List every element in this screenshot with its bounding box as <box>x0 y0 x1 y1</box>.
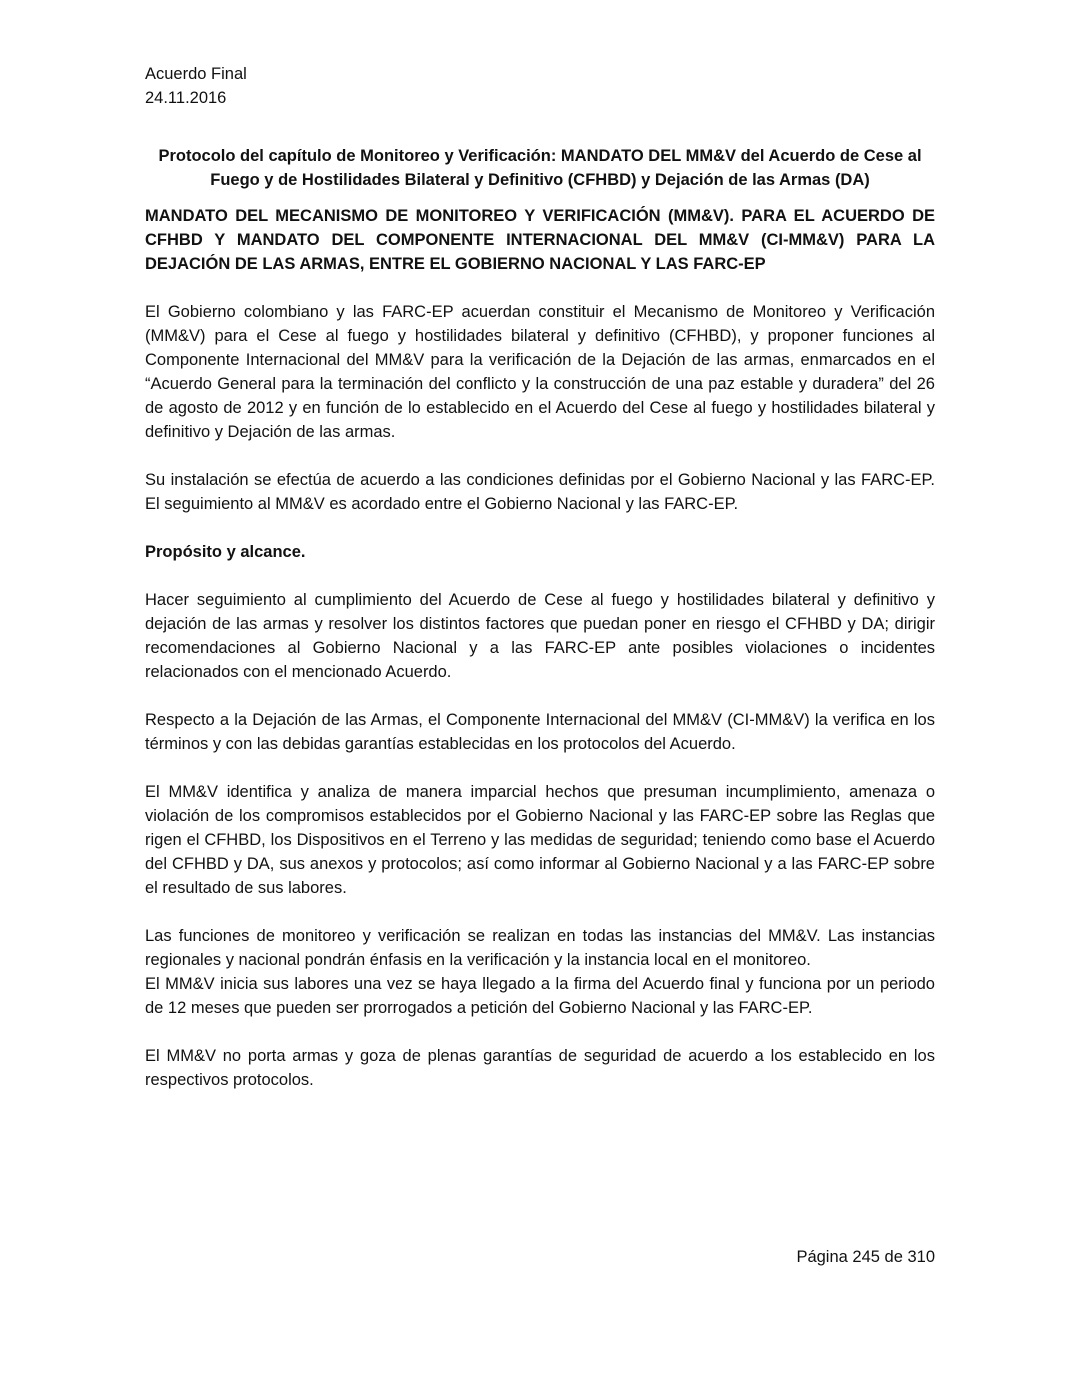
document-header-date: 24.11.2016 <box>145 89 227 107</box>
page-number: Página 245 de 310 <box>796 1248 935 1266</box>
paragraph-functions: Las funciones de monitoreo y verificación se realizan en todas las instancias del MM&V. Las instancias regionales y nacional pondrán énfasis en la verificación y la instancia local en el monitoreo. <box>145 927 935 969</box>
paragraph-weapons-abandonment: Respecto a la Dejación de las Armas, el Componente Internacional del MM&V (CI-MM&V) la verifica en los términos y con las debidas garantías establecidas en los protocolos del Acuerdo. <box>145 711 935 753</box>
protocol-title: Protocolo del capítulo de Monitoreo y Verificación: MANDATO DEL MM&V del Acuerdo de Cese al Fuego y de Hostilidades Bilateral y Definitivo (CFHBD) y Dejación de las Armas (DA) <box>158 147 922 189</box>
paragraph-start-duration: El MM&V inicia sus labores una vez se haya llegado a la firma del Acuerdo final y funciona por un periodo de 12 meses que pueden ser prorrogados a petición del Gobierno Nacional y las FARC-EP. <box>145 975 935 1017</box>
paragraph-follow-up: Hacer seguimiento al cumplimiento del Acuerdo de Cese al fuego y hostilidades bilateral y definitivo y dejación de las armas y resolver los distintos factores que puedan poner en riesgo el CFHBD y DA; dirigir recomendaciones al Gobierno Nacional y a las FARC-EP ante posibles violaciones o incidentes relacionados con el mencionado Acuerdo. <box>145 591 935 681</box>
document-body <box>145 62 935 1092</box>
mandate-title: MANDATO DEL MECANISMO DE MONITOREO Y VERIFICACIÓN (MM&V). PARA EL ACUERDO DE CFHBD Y MANDATO DEL COMPONENTE INTERNACIONAL DEL MM&V (CI-MM&V) PARA LA DEJACIÓN DE LAS ARMAS, ENTRE EL GOBIERNO NACIONAL Y LAS FARC-EP <box>145 207 935 273</box>
paragraph-installation: Su instalación se efectúa de acuerdo a las condiciones definidas por el Gobierno Nacional y las FARC-EP. El seguimiento al MM&V es acordado entre el Gobierno Nacional y las FARC-EP. <box>145 471 935 513</box>
paragraph-constitution: El Gobierno colombiano y las FARC-EP acuerdan constituir el Mecanismo de Monitoreo y Verificación (MM&V) para el Cese al fuego y hostilidades bilateral y definitivo (CFHBD), y proponer funciones al Componente Internacional del MM&V para la verificación de la Dejación de las armas, enmarcados en el “Acuerdo General para la terminación del conflicto y la construcción de una paz estable y duradera” del 26 de agosto de 2012 y en función de lo establecido en el Acuerdo del Cese al fuego y hostilidades bilateral y definitivo y Dejación de las armas. <box>145 303 935 441</box>
paragraph-analysis: El MM&V identifica y analiza de manera imparcial hechos que presuman incumplimiento, amenaza o violación de los compromisos establecidos por el Gobierno Nacional y las FARC-EP sobre las Reglas que rigen el CFHBD, los Dispositivos en el Terreno y las medidas de seguridad; teniendo como base el Acuerdo del CFHBD y DA, sus anexos y protocolos; así como informar al Gobierno Nacional y a las FARC-EP sobre el resultado de sus labores. <box>145 783 935 897</box>
section-heading-purpose: Propósito y alcance. <box>145 543 306 561</box>
paragraph-no-weapons: El MM&V no porta armas y goza de plenas garantías de seguridad de acuerdo a los establecido en los respectivos protocolos. <box>145 1047 935 1089</box>
document-header-title: Acuerdo Final <box>145 65 247 83</box>
